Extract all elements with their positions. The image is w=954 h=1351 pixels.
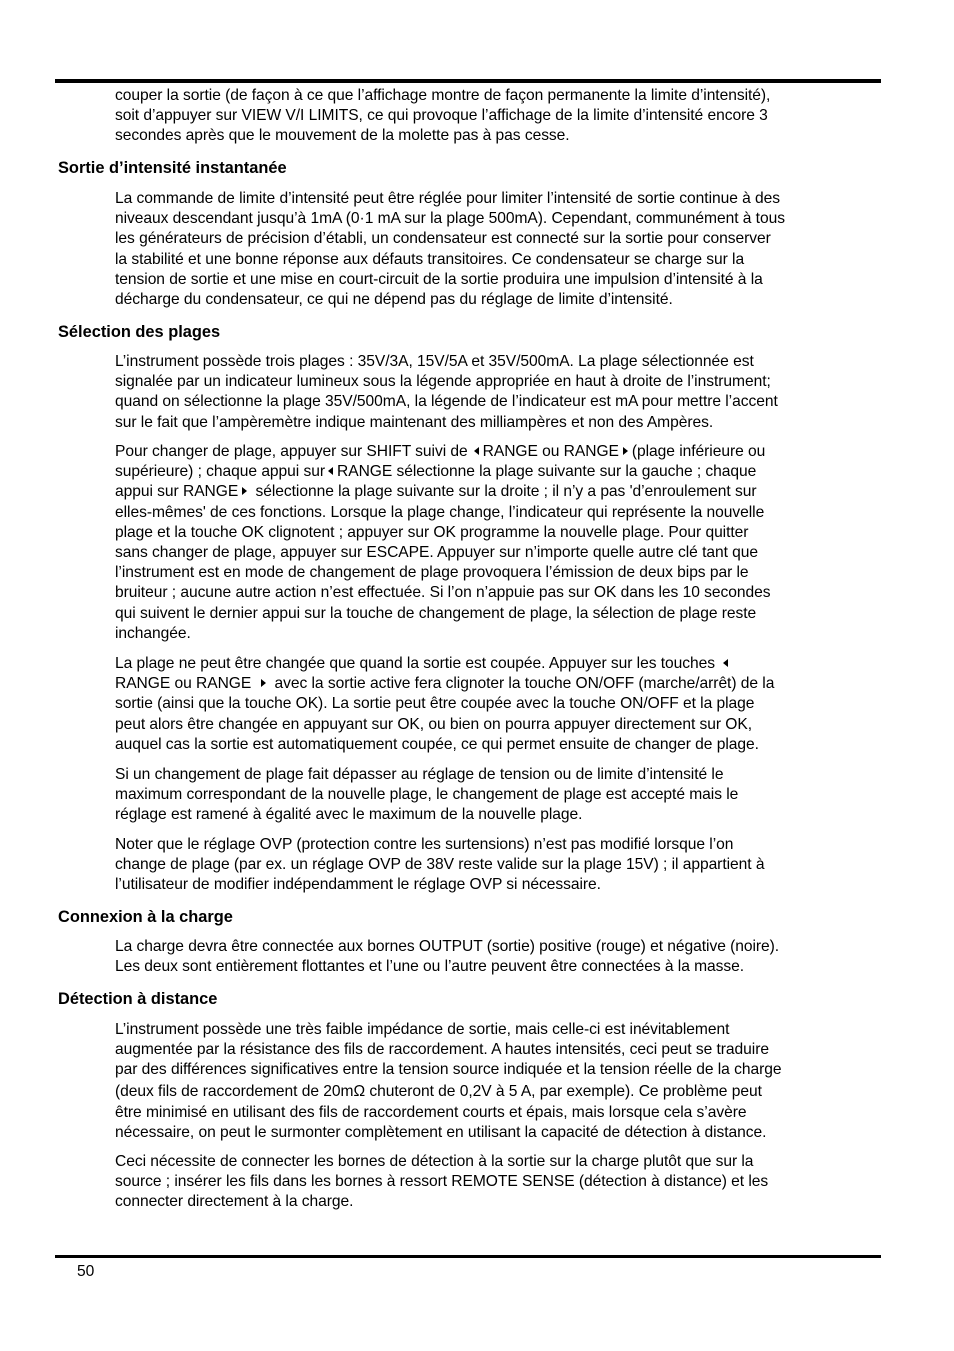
text-line: maximum correspondant de la nouvelle plage, le changement de plage est accepté mais le [115, 786, 739, 804]
text-line: quand on sélectionne la plage 35V/500mA, la légende de l’indicateur est mA pour mettre l’accent [115, 393, 778, 411]
text-line: connecter directement à la charge. [115, 1193, 354, 1211]
remote-sensing-paragraph-2 [115, 1152, 885, 1213]
load-connection-paragraph [115, 937, 885, 977]
text-line: niveaux descendant jusqu’à 1mA (0·1 mA sur la plage 500mA). Cependant, communément à tous [115, 210, 785, 228]
text-line: réglage est ramené à égalité avec le maximum de la nouvelle plage. [115, 806, 583, 824]
text-line: sortie (ainsi que la touche OK). La sortie peut être coupée avec la touche ON/OFF et la plage [115, 695, 755, 713]
page-number: 50 [77, 1263, 95, 1280]
section-heading-load-connection: Connexion à la charge [58, 908, 233, 926]
text-line: (deux fils de raccordement de 20mΩ chuteront de 0,2V à 5 A, par exemple). Ce problème peut [115, 1082, 762, 1100]
text-line: soit d’appuyer sur VIEW V/I LIMITS, ce qui provoque l’affichage de la limite d’intensité encore 3 [115, 107, 768, 125]
text-span: avec la sortie active fera clignoter la touche ON/OFF (marche/arrêt) de la [270, 675, 775, 693]
text-span: sélectionne la plage suivante sur la droite ; il n’y a pas 'd’enroulement sur [251, 483, 757, 501]
header-rule [55, 79, 881, 83]
text-line: sur le fait que l’ampèremètre indique maintenant des milliampères et non des Ampères. [115, 413, 714, 431]
text-span: RANGE sélectionne la plage suivante sur la gauche ; chaque [337, 463, 757, 481]
text-line: être minimisé en utilisant des fils de raccordement courts et épais, mais lorsque cela s’avère [115, 1103, 747, 1121]
text-span: Pour changer de plage, appuyer sur SHIFT suivi de [115, 443, 468, 460]
text-line: qui suivent le dernier appui sur la touche de changement de plage, la sélection de plage reste [115, 604, 757, 622]
text-line: l’utilisateur de modifier indépendamment le réglage OVP si nécessaire. [115, 876, 601, 894]
text-line [115, 462, 885, 482]
range-paragraph-5 [115, 835, 885, 896]
text-line: la stabilité et une bonne réponse aux défauts transitoires. Ce condensateur se charge sur la [115, 250, 745, 268]
right-triangle-icon [623, 447, 628, 455]
text-span: supérieure) ; chaque appui sur [115, 463, 326, 481]
text-line: Ceci nécessite de connecter les bornes de détection à la sortie sur la charge plutôt que sur la [115, 1153, 754, 1170]
text-line [115, 674, 885, 694]
text-line: les générateurs de précision d’établi, un condensateur est connecté sur la sortie pour conserver [115, 230, 771, 248]
text-line: couper la sortie (de façon à ce que l’affichage montre de façon permanente la limite d’intensité), [115, 87, 771, 104]
range-paragraph-1 [115, 352, 885, 433]
text-line: Les deux sont entièrement flottantes et l’une ou l’autre peuvent être connectées à la masse. [115, 958, 745, 976]
left-triangle-icon [723, 659, 728, 667]
intro-paragraph [115, 86, 885, 147]
text-line: source ; insérer les fils dans les bornes à ressort REMOTE SENSE (détection à distance) et les [115, 1173, 769, 1191]
text-span: RANGE ou RANGE [482, 443, 619, 460]
text-line: Si un changement de plage fait dépasser au réglage de tension ou de limite d’intensité le [115, 766, 724, 783]
section-heading-remote-sensing: Détection à distance [58, 990, 218, 1008]
text-line [115, 482, 885, 502]
left-triangle-icon [474, 447, 479, 455]
instant-current-paragraph [115, 189, 885, 310]
text-line [115, 442, 885, 462]
text-line: La charge devra être connectée aux bornes OUTPUT (sortie) positive (rouge) et négative (noire). [115, 938, 780, 955]
text-line: bruiteur ; aucune autre action n’est effectuée. Si l’on n’appuie pas sur OK dans les 10 secondes [115, 584, 771, 602]
right-triangle-icon [242, 487, 247, 495]
text-line: auquel cas la sortie est automatiquement coupée, ce qui permet ensuite de changer de plage. [115, 735, 759, 753]
text-line: tension de sortie et une mise en court-circuit de la sortie produira une impulsion d’intensité à la [115, 270, 763, 288]
text-line: secondes après que le mouvement de la molette pas à pas cesse. [115, 127, 570, 145]
text-line: change de plage (par ex. un réglage OVP de 38V reste valide sur la plage 15V) ; il appartient à [115, 856, 765, 874]
range-paragraph-4 [115, 765, 885, 826]
footer-rule [55, 1255, 881, 1258]
text-line [115, 654, 885, 674]
text-line: plage et la touche OK clignotent ; appuyer sur OK programme la nouvelle plage. Pour quitter [115, 523, 749, 541]
text-line: peut alors être changée en appuyant sur OK, ou bien on pourra appuyer directement sur OK, [115, 715, 753, 733]
remote-sensing-paragraph-1 [115, 1020, 885, 1143]
text-line: par des différences significatives entre la tension source indiquée et la tension réelle de la charge [115, 1061, 782, 1079]
range-paragraph-2 [115, 442, 885, 644]
text-line: l’instrument est en mode de changement de plage provoquera l’émission de deux bips par le [115, 564, 749, 582]
text-line: sans changer de plage, appuyer sur ESCAPE. Appuyer sur n’importe quelle autre clé tant que [115, 544, 759, 562]
text-line: nécessaire, on peut le surmonter complètement en utilisant la capacité de détection à distance. [115, 1123, 767, 1141]
right-triangle-icon [261, 679, 266, 687]
text-line: augmentée par la résistance des fils de raccordement. A hautes intensités, ceci peut se traduire [115, 1041, 769, 1059]
text-line: signalée par un indicateur lumineux sous la légende appropriée en haut à droite de l’instrument; [115, 373, 771, 391]
text-line: elles-mêmes' de ces fonctions. Lorsque la plage change, l’indicateur qui représente la nouvelle [115, 503, 765, 521]
text-span: RANGE ou RANGE [115, 675, 252, 693]
range-paragraph-3 [115, 654, 885, 755]
left-triangle-icon [328, 467, 333, 475]
section-heading-instant-current: Sortie d’intensité instantanée [58, 159, 287, 177]
text-line: La commande de limite d’intensité peut être réglée pour limiter l’intensité de sortie continue à des [115, 190, 781, 207]
text-line: décharge du condensateur, ce qui ne dépend pas du réglage de limite d’intensité. [115, 291, 673, 309]
text-line: inchangée. [115, 624, 191, 642]
text-span: La plage ne peut être changée que quand la sortie est coupée. Appuyer sur les touches [115, 655, 716, 672]
text-line: L’instrument possède trois plages : 35V/3A, 15V/5A et 35V/500mA. La plage sélectionnée est [115, 353, 754, 370]
text-line: Noter que le réglage OVP (protection contre les surtensions) n’est pas modifié lorsque l’on [115, 836, 734, 853]
text-span: appui sur RANGE [115, 483, 239, 501]
text-line: L’instrument possède une très faible impédance de sortie, mais celle-ci est inévitablement [115, 1021, 730, 1038]
section-heading-range-selection: Sélection des plages [58, 323, 221, 341]
text-span: (plage inférieure ou [631, 443, 766, 460]
